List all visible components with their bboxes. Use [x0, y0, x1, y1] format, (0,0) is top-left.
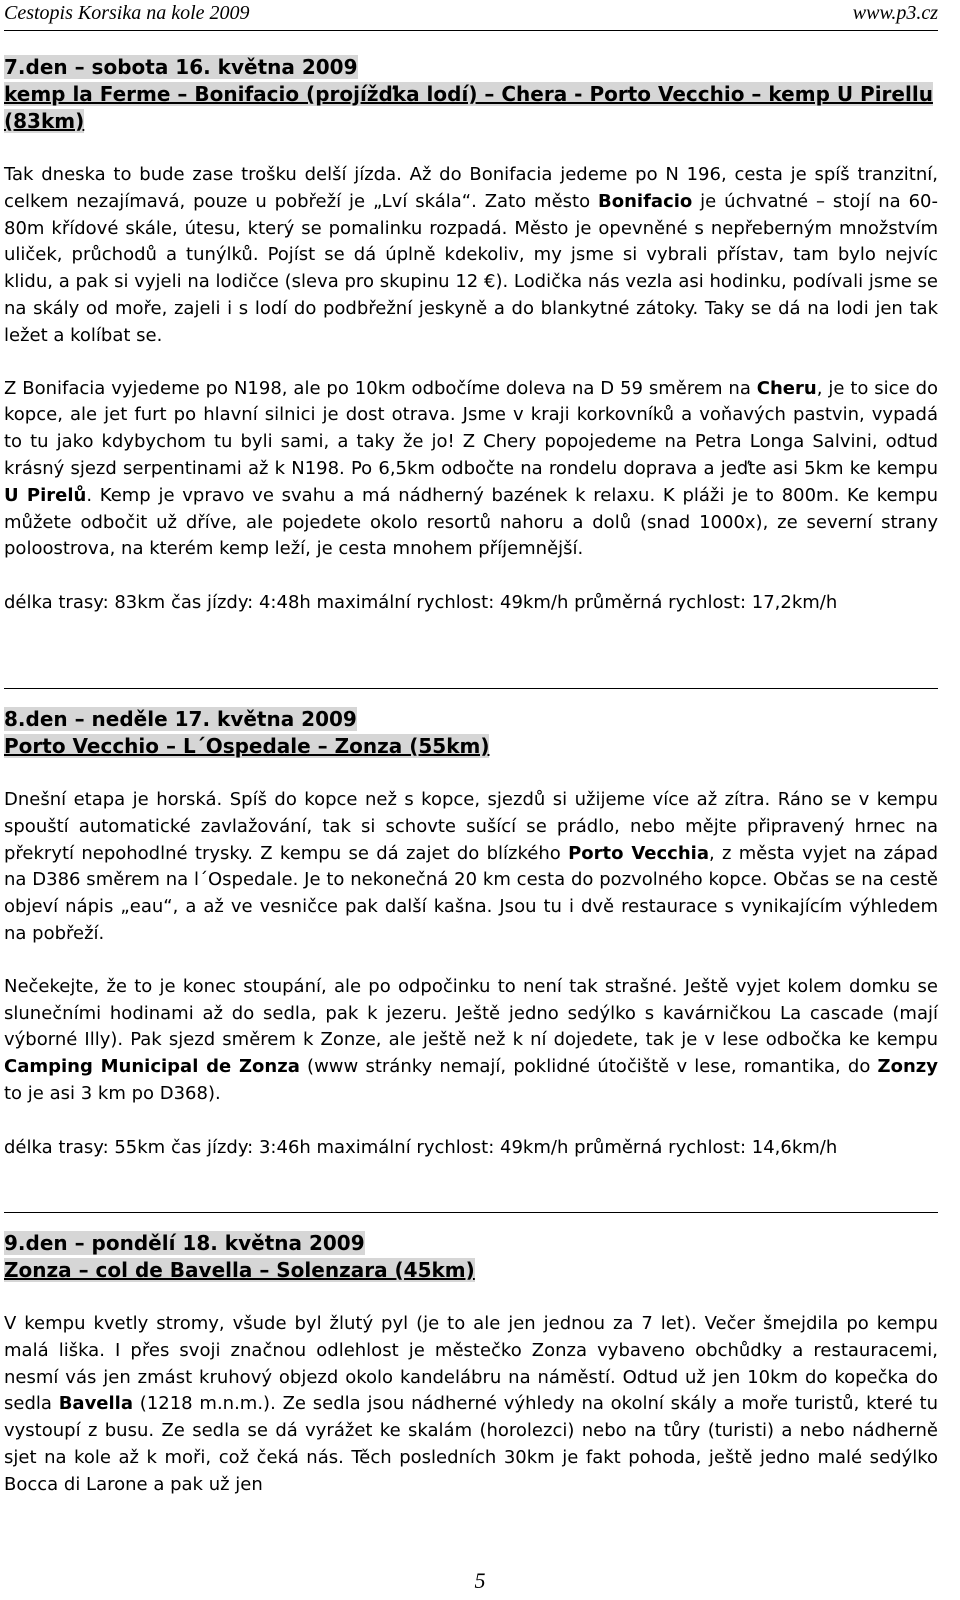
section-divider [4, 1212, 938, 1213]
section-divider [4, 688, 938, 689]
day7-section [4, 54, 938, 616]
header-title: Cestopis Korsika na kole 2009 [4, 2, 250, 24]
document-page [4, 0, 939, 1495]
day8-section [4, 706, 938, 1161]
day7-paragraph-2: Z Bonifacia vyjedeme po N198, ale po 10km odbočíme doleva na D 59 směrem na Cheru, je to sice do kopce, ale jet furt po hlavní silnici je dost otrava. Jsme v kraji korkovníků a voňavých pastvin, vypadá to tu jako kdybychom tu byli sami, a taky že jo! Z Chery popojedeme na Petra Longa Salvini, odtud krásný sjezd serpentinami až k N198. Po 6,5km odbočte na rondelu doprava a jeďte asi 5km ke kempu U Pirelů. Kemp je vpravo ve svahu a má nádherný bazének k relaxu. K pláži je to 800m. Ke kempu můžete odbočit už dříve, ale pojedete okolo resortů nahoru a dolů (snad 1000x), ze severní strany poloostrova, na kterém kemp leží, je cesta mnohem příjemnější. [4, 377, 939, 560]
running-header [4, 0, 938, 31]
header-url: www.p3.cz [852, 2, 938, 24]
day8-paragraph-1: Dnešní etapa je horská. Spíš do kopce než s kopce, sjezdů si užijeme více až zítra. Ráno se v kempu spouští automatické zavlažování, tak si schovte sušící se prádlo, nebo mějte připravený hrnec na překrytí nepohodlné trysky. Z kempu se dá zajet do blízkého Porto Vecchia, z města vyjet na západ na D386 směrem na l´Ospedale. Je to nekonečná 20 km cesta do pozvolného kopce. Občas se na cestě objeví nápis „eau“, a až ve vesničce pak další kašna. Jsou tu i dvě restaurace s vynikajícím výhledem na pobřeží. [4, 789, 938, 944]
day8-heading: 8.den – neděle 17. května 2009 [4, 707, 357, 731]
day9-paragraph-1: V kempu kvetly stromy, všude byl žlutý pyl (je to ale jen jednou za 7 let). Večer šmejdila po kempu malá liška. I přes svoji značnou odlehlost je městečko Zonza vybaveno obchůdky a restauracemi, nesmí vás jen zmást kruhový objezd okolo kandelábru na náměstí. Odtud už jen 10km do kopečka do sedla Bavella (1218 m.n.m.). Ze sedla jsou nádherné výhledy na okolní skály a moře turistů, které tu vystoupí z busu. Ze sedla se dá vyrážet ke skalám (horolezci) nebo na tůry (turisti) a nebo nádherně sjet na kole až k moři, což čeká nás. Těch posledních 30km je fakt pohoda, ještě jedno malé sedýlko Bocca di Larone a pak už jen [4, 1313, 938, 1495]
day8-paragraph-2: Nečekejte, že to je konec stoupání, ale po odpočinku to není tak strašné. Ještě vyjet kolem domku se slunečními hodinami až do sedla, pak k jezeru. Ještě jedno sedýlko s kavárničkou La cascade (mají výborné Illy). Pak sjezd směrem k Zonze, ale ještě než k ní dojedete, tak je v lese odbočka ke kempu Camping Municipal de Zonza (www stránky nemají, poklidné útočiště v lese, romantika, do Zonzy to je asi 3 km po D368). [4, 975, 938, 1104]
day7-paragraph-1: Tak dneska to bude zase trošku delší jízda. Až do Bonifacia jedeme po N 196, cesta je spíš tranzitní, celkem nezajímavá, pouze u pobřeží je „Lví skála“. Zato město Bonifacio je úchvatné – stojí na 60-80m křídové skále, útesu, který se pomalinku rozpadá. Město je opevněné s nepřeberným množstvím uliček, průchodů a tunýlků. Pojíst se dá úplně kdekoliv, my jsme si vybrali přístav, tam bylo nejvíc klidu, a pak si vyjeli na lodičce (sleva pro skupinu 12 €). Lodička nás vezla asi hodinku, podívali jsme se na skály od moře, zajeli i s lodí do podbřežní jeskyně a do blankytné zátoky. Taky se dá na lodi jen tak ležet a kolíbat se. [4, 164, 938, 346]
day8-route: Porto Vecchio – L´Ospedale – Zonza (55km) [4, 734, 490, 758]
page-number: 5 [474, 1568, 486, 1593]
day7-route: kemp la Ferme – Bonifacio (projížďka lodí) – Chera - Porto Vecchio – kemp U Pirellu (83km) [4, 82, 933, 133]
day9-heading: 9.den – pondělí 18. května 2009 [4, 1231, 365, 1255]
day7-heading: 7.den – sobota 16. května 2009 [4, 55, 358, 79]
day8-stats: délka trasy: 55km čas jízdy: 3:46h maximální rychlost: 49km/h průměrná rychlost: 14,6km/h [4, 1136, 838, 1158]
day9-section [4, 1230, 938, 1499]
day9-route: Zonza – col de Bavella – Solenzara (45km) [4, 1258, 475, 1282]
day7-stats: délka trasy: 83km čas jízdy: 4:48h maximální rychlost: 49km/h průměrná rychlost: 17,2km/h [4, 592, 838, 614]
